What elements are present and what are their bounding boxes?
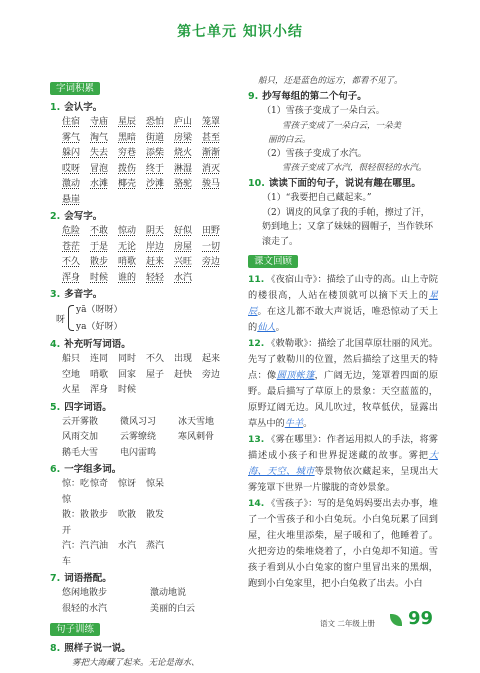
word-item: 汽：汽车 bbox=[62, 541, 90, 567]
word-item: 时候 bbox=[90, 272, 109, 283]
word-item: 旁边 bbox=[202, 257, 221, 267]
q9-answer-1b: 丽的白云。 bbox=[268, 134, 311, 145]
word-item: 云开雾散 bbox=[62, 416, 99, 427]
word-item: 雾气 bbox=[62, 132, 81, 143]
word-item: 鹅毛大雪 bbox=[62, 447, 99, 458]
section-tag-sentence: 句子训练 bbox=[50, 623, 100, 636]
page-title: 第七单元 知识小结 bbox=[177, 24, 303, 40]
review-11: 11. 《夜宿山寺》：描绘了山寺的高。山上寺院的楼很高，人站在楼顶就可以摘下天上的星辰。在这儿都不敢大声说话，唯恐惊动了天上的仙人。 bbox=[248, 274, 439, 333]
word-item: 一切 bbox=[202, 241, 221, 252]
word-item: 庐山 bbox=[174, 117, 193, 127]
word-item: 渐渐 bbox=[202, 148, 221, 158]
grid-row bbox=[62, 352, 245, 368]
word-item: 星辰 bbox=[118, 117, 137, 127]
question-7: 7. 词语搭配。 bbox=[50, 573, 112, 584]
footer-subject: 语文 二年级上册 bbox=[320, 619, 375, 628]
word-item: 冰天雪地 bbox=[178, 416, 215, 427]
word-item: 连同 bbox=[90, 354, 109, 364]
word-item: 蒸汽 bbox=[146, 541, 165, 551]
word-item: 岸边 bbox=[146, 241, 165, 252]
handwritten-answer-8: 雾把大海藏了起来。无论是海水、 bbox=[72, 658, 200, 668]
grid-row bbox=[62, 255, 245, 271]
word-item: 风雨交加 bbox=[62, 432, 99, 442]
q10-item-2: （2）调皮的风拿了我的手帕，擦过了汗，奶到地上；又拿了妹妹的圆帽子，当作铁环滚走了。 bbox=[262, 207, 434, 247]
word-item: 冒泡 bbox=[90, 163, 109, 174]
grid-row bbox=[62, 586, 245, 602]
word-item: 淘气 bbox=[90, 132, 109, 143]
word-item: 美丽的白云 bbox=[150, 603, 196, 614]
grid-row bbox=[62, 368, 245, 384]
question-1: 1. 会认字。 bbox=[50, 102, 103, 113]
word-item: 穷巷 bbox=[118, 148, 137, 158]
word-item: 激动 bbox=[62, 179, 81, 189]
question-6: 6. 一字组多词。 bbox=[50, 464, 122, 475]
question-9: 9. 抄写每组的第二个句子。 bbox=[248, 91, 367, 102]
review-13: 13. 《雾在哪里》：作者运用拟人的手法，将雾描述成小孩子和世界捉迷藏的故事。雾把大海、天空、城市等景物依次藏起来，呈现出大雾笼罩下世界一片朦胧的奇妙景象。 bbox=[248, 434, 439, 493]
word-item: 悠闲地散步 bbox=[62, 588, 108, 598]
word-item: 微风习习 bbox=[120, 416, 157, 427]
reading-1: yā（呀呀） bbox=[76, 305, 123, 315]
word-item: 惊呆 bbox=[146, 479, 165, 489]
leaf-icon bbox=[390, 614, 402, 626]
word-item: 起来 bbox=[202, 354, 221, 364]
word-item: 躲闪 bbox=[62, 148, 81, 158]
word-item: 于是 bbox=[90, 241, 109, 252]
grid-row bbox=[62, 177, 245, 193]
word-item: 田野 bbox=[202, 226, 221, 236]
question-8: 8. 照样子说一说。 bbox=[50, 643, 131, 654]
reading-2: ya（好呀） bbox=[76, 322, 123, 332]
word-item: 同时 bbox=[118, 354, 137, 364]
word-item: 赶快 bbox=[174, 369, 193, 380]
question-2: 2. 会写字。 bbox=[50, 211, 103, 222]
word-item: 浑身 bbox=[90, 385, 109, 395]
right-column bbox=[248, 74, 438, 592]
grid-row bbox=[62, 115, 245, 131]
word-item: 船只 bbox=[62, 354, 81, 364]
word-item: 好似 bbox=[174, 226, 193, 236]
word-item: 惊讶 bbox=[118, 479, 137, 489]
word-item: 住宿 bbox=[62, 117, 81, 127]
grid-row bbox=[62, 539, 245, 570]
page-number: 99 bbox=[408, 608, 434, 629]
word-item: 恐怕 bbox=[146, 117, 165, 127]
grid-row bbox=[62, 383, 245, 399]
word-item: 兴旺 bbox=[174, 257, 193, 267]
word-item: 散步 bbox=[90, 257, 109, 267]
word-item: 房屋 bbox=[174, 241, 193, 252]
word-item: 云雾缭绕 bbox=[120, 432, 157, 442]
review-14: 14. 《雪孩子》：写的是兔妈妈要出去办事，堆了一个雪孩子和小白兔玩。小白兔玩累了回到屋，往火堆里添柴，屋子暖和了，他睡着了。火把旁边的柴堆烧着了，小白兔却不知道。雪孩子看到从小白兔家的窗户里冒出来的黑烟，跑到小白兔家里，把小白兔救了出去。小白 bbox=[248, 498, 438, 589]
word-item: 出现 bbox=[174, 354, 193, 364]
grid-row bbox=[62, 131, 245, 147]
word-item: 添柴 bbox=[146, 148, 165, 158]
grid-row bbox=[62, 162, 245, 178]
word-item: 空地 bbox=[62, 369, 81, 380]
word-item: 火星 bbox=[62, 385, 81, 395]
word-item: 阴天 bbox=[146, 226, 165, 236]
word-item: 拨伤 bbox=[118, 163, 137, 174]
grid-row bbox=[62, 224, 245, 240]
question-3: 3. 多音字。 bbox=[50, 289, 103, 300]
word-family-grid bbox=[50, 477, 245, 570]
word-item: 汽油 bbox=[90, 541, 109, 551]
word-item: 寒风刺骨 bbox=[178, 432, 215, 442]
section-tag-vocab: 字词积累 bbox=[50, 82, 100, 95]
polyphone-block bbox=[50, 302, 245, 336]
word-item: 不久 bbox=[146, 354, 165, 364]
idiom-grid bbox=[50, 415, 245, 462]
word-item: 终于 bbox=[146, 163, 165, 174]
word-item: 轻轻 bbox=[146, 272, 165, 283]
word-item: 散：散开 bbox=[62, 510, 90, 536]
word-item: 屋子 bbox=[146, 369, 165, 380]
word-item: 水汽 bbox=[118, 541, 137, 551]
word-item: 不久 bbox=[62, 257, 81, 267]
word-item: 沙滩 bbox=[146, 179, 165, 189]
word-item: 甚至 bbox=[202, 132, 221, 143]
word-item: 激动地说 bbox=[150, 588, 187, 598]
grid-row bbox=[62, 430, 245, 446]
q9-item-2: （2）雪孩子变成了水汽。 bbox=[262, 148, 367, 159]
word-item: 苍茫 bbox=[62, 241, 81, 252]
word-item: 街道 bbox=[146, 132, 165, 143]
q9-answer-1a: 雪孩子变成了一朵白云，一朵美 bbox=[282, 120, 402, 131]
word-item: 谁的 bbox=[118, 272, 137, 283]
grid-row bbox=[62, 508, 245, 539]
word-grid-dictation bbox=[50, 352, 245, 399]
word-item: 浑身 bbox=[62, 272, 81, 283]
left-column bbox=[50, 76, 245, 670]
grid-row bbox=[62, 446, 245, 462]
word-item: 无论 bbox=[118, 241, 137, 252]
word-item: 惊奇 bbox=[90, 479, 109, 489]
word-item: 很轻的水汽 bbox=[62, 603, 108, 614]
word-item: 惊动 bbox=[118, 226, 137, 236]
grid-row bbox=[62, 271, 245, 287]
word-item: 哨歌 bbox=[118, 257, 137, 267]
question-5: 5. 四字词语。 bbox=[50, 401, 112, 413]
word-item: 水汽 bbox=[174, 272, 193, 283]
word-item: 惊：吃惊 bbox=[62, 479, 90, 505]
word-item: 电闪雷鸣 bbox=[120, 447, 157, 458]
word-item: 消灭 bbox=[202, 163, 221, 174]
q9-answer-2: 雪孩子变成了水汽，很轻很轻的水汽。 bbox=[282, 163, 427, 173]
grid-row bbox=[62, 193, 245, 209]
q10-item-1: （1）“我要把自己藏起来。” bbox=[262, 193, 372, 203]
word-item: 骆驼 bbox=[174, 179, 193, 189]
word-grid-recognize bbox=[50, 115, 245, 208]
question-4: 4. 补充听写词语。 bbox=[50, 339, 131, 350]
page-footer bbox=[320, 608, 450, 634]
grid-row bbox=[62, 602, 245, 618]
grid-row bbox=[62, 240, 245, 256]
word-item: 时候 bbox=[118, 385, 137, 395]
word-item: 回家 bbox=[118, 369, 137, 380]
handwritten-continuation: 船只，还是蓝色的远方，都看不见了。 bbox=[258, 76, 403, 86]
collocation-grid bbox=[50, 586, 245, 617]
word-item: 散发 bbox=[146, 510, 165, 520]
question-10: 10. 读读下面的句子，说说有趣在哪里。 bbox=[248, 178, 421, 189]
word-item: 不敢 bbox=[90, 226, 109, 236]
word-item: 淋湿 bbox=[174, 163, 193, 174]
word-item: 烧火 bbox=[174, 148, 193, 158]
word-item: 危险 bbox=[62, 226, 81, 236]
word-item: 笼罩 bbox=[202, 117, 221, 127]
grid-row bbox=[62, 146, 245, 162]
q9-item-1: （1）雪孩子变成了一朵白云。 bbox=[262, 106, 385, 116]
word-item: 失去 bbox=[90, 148, 109, 158]
word-item: 哨歌 bbox=[90, 369, 109, 380]
brace-icon bbox=[68, 305, 74, 331]
word-item: 寺庙 bbox=[90, 117, 109, 127]
review-12: 12. 《敕勒歌》：描绘了北国草原壮丽的风光。先写了敕勒川的位置，然后描绘了这里天的特点：像圆顶帐篷，广阔无边，笼罩着四面的原野。最后描写了草原上的景象：天空蓝蓝的，原野辽阔无边。风儿吹过，牧草低伏，显露出草丛中的牛羊。 bbox=[248, 338, 439, 429]
word-item: 散步 bbox=[90, 510, 109, 520]
word-item: 哎呀 bbox=[62, 163, 81, 174]
word-grid-write bbox=[50, 224, 245, 286]
section-tag-review: 课文回顾 bbox=[248, 255, 298, 268]
polyphone-char: 呀 bbox=[56, 315, 66, 325]
word-item: 悬崖 bbox=[62, 194, 81, 205]
word-item: 椰壳 bbox=[118, 179, 137, 189]
word-item: 黑暗 bbox=[118, 132, 137, 143]
word-item: 赶来 bbox=[146, 257, 165, 267]
word-item: 房梁 bbox=[174, 132, 193, 143]
grid-row bbox=[62, 477, 245, 508]
grid-row bbox=[62, 415, 245, 431]
word-item: 骏马 bbox=[202, 179, 221, 189]
word-item: 水滩 bbox=[90, 179, 109, 189]
word-item: 旁边 bbox=[202, 369, 221, 380]
word-item: 吹散 bbox=[118, 510, 137, 520]
